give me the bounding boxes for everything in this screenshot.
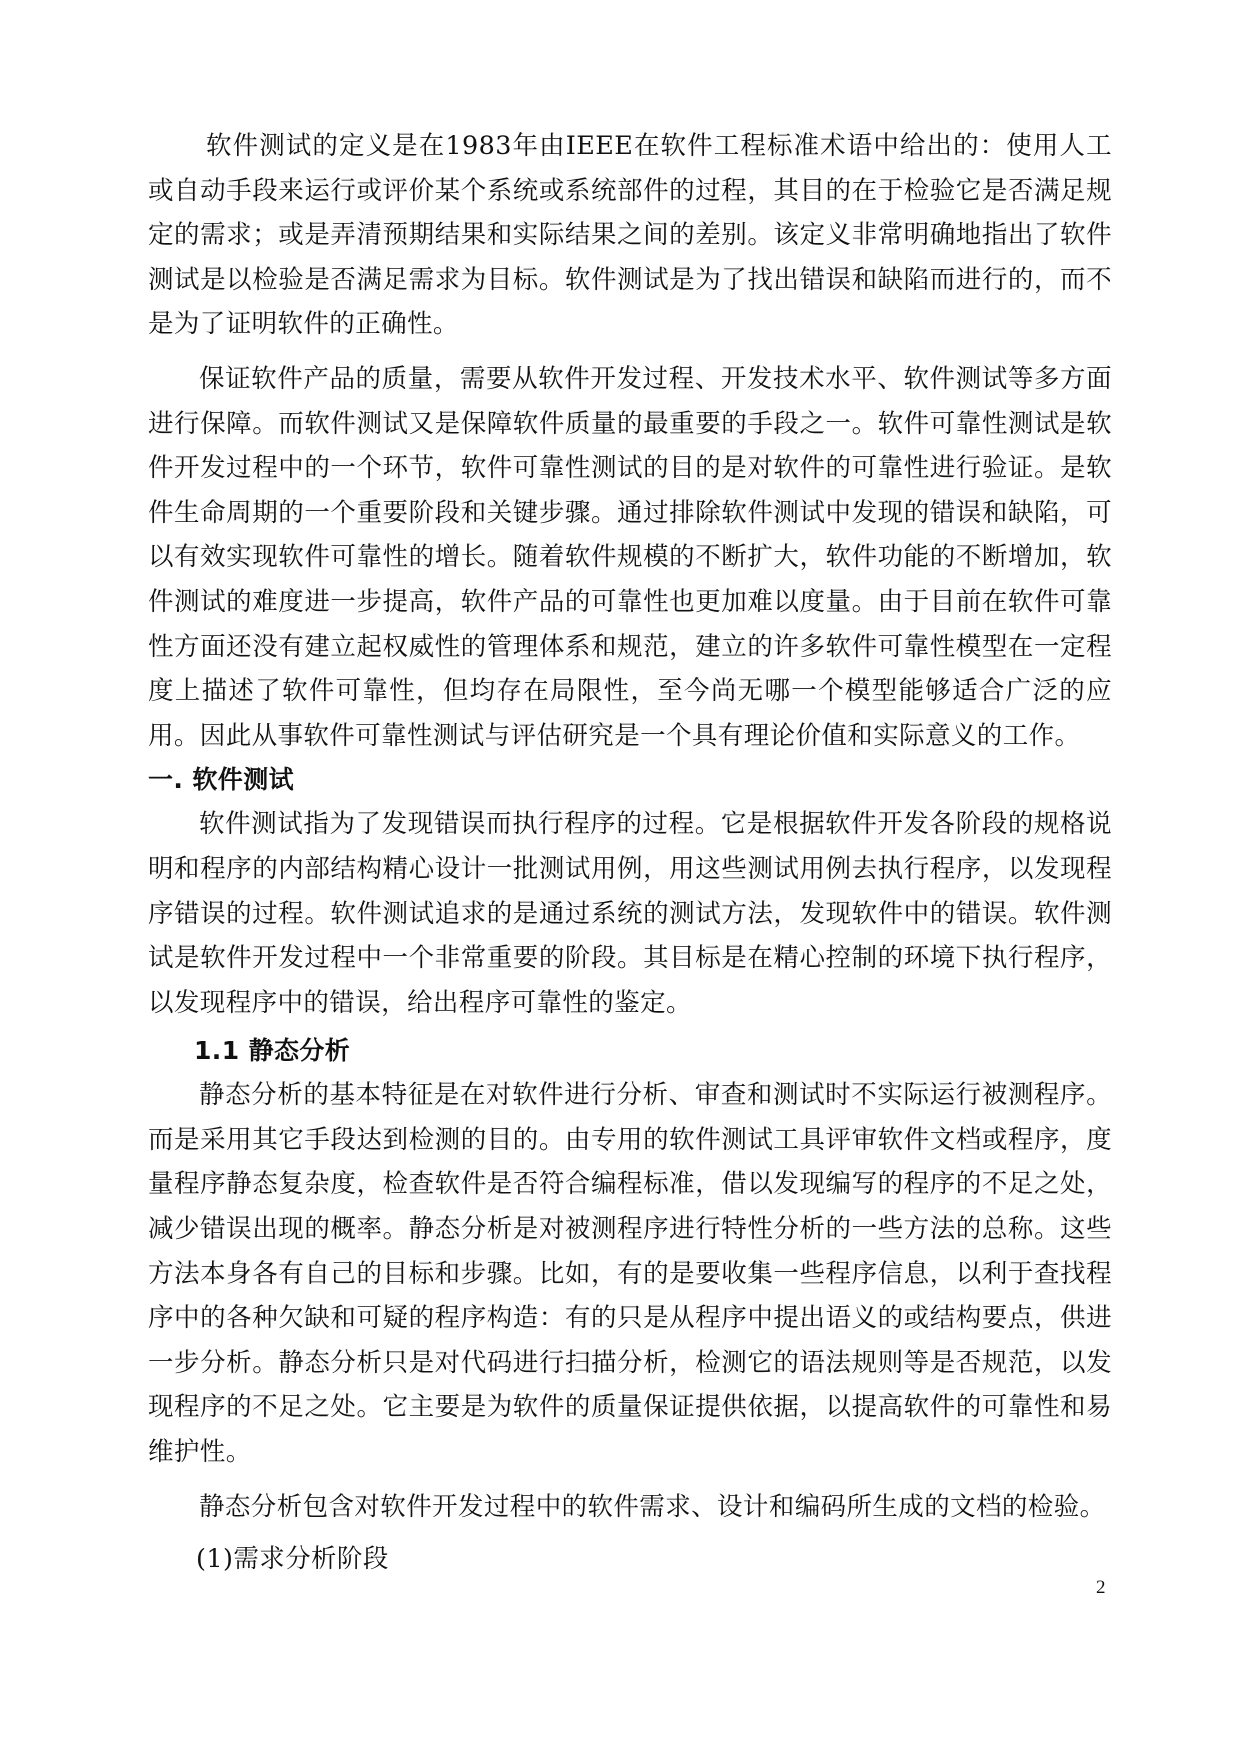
section-heading-software-testing: 一. 软件测试 xyxy=(148,765,295,795)
paragraph-software-testing-definition: 软件测试的定义是在1983年由IEEE在软件工程标准术语中给出的：使用人工或自动手段来运行或评价某个系统或系统部件的过程，其目的在于检验它是否满足规定的需求；或是弄清预期结果和实际结果之间的差别。该定义非常明确地指出了软件测试是以检验是否满足需求为目标。软件测试是为了找出错误和缺陷而进行的，而不是为了证明软件的正确性。 xyxy=(148,131,1112,340)
paragraph-static-analysis-features: 静态分析的基本特征是在对软件进行分析、审查和测试时不实际运行被测程序。而是采用其它手段达到检测的目的。由专用的软件测试工具评审软件文档或程序，度量程序静态复杂度，检查软件是否符合编程标准，借以发现编写的程序的不足之处，减少错误出现的概率。静态分析是对被测程序进行特性分析的一些方法的总称。这些方法本身各有自己的目标和步骤。比如，有的是要收集一些程序信息，以利于查找程序中的各种欠缺和可疑的程序构造：有的只是从程序中提出语义的或结构要点，供进一步分析。静态分析只是对代码进行扫描分析，检测它的语法规则等是否规范，以发现程序的不足之处。它主要是为软件的质量保证提供依据，以提高软件的可靠性和易维护性。 xyxy=(148,1080,1112,1468)
list-item-requirements-phase: (1)需求分析阶段 xyxy=(196,1544,389,1575)
document-body xyxy=(148,124,1112,1581)
paragraph-quality-assurance: 保证软件产品的质量，需要从软件开发过程、开发技术水平、软件测试等多方面进行保障。而软件测试又是保障软件质量的最重要的手段之一。软件可靠性测试是软件开发过程中的一个环节，软件可靠性测试的目的是对软件的可靠性进行验证。是软件生命周期的一个重要阶段和关键步骤。通过排除软件测试中发现的错误和缺陷，可以有效实现软件可靠性的增长。随着软件规模的不断扩大，软件功能的不断增加，软件测试的难度进一步提高，软件产品的可靠性也更加难以度量。由于目前在软件可靠性方面还没有建立起权威性的管理体系和规范，建立的许多软件可靠性模型在一定程度上描述了软件可靠性，但均存在局限性，至今尚无哪一个模型能够适合广泛的应用。因此从事软件可靠性测试与评估研究是一个具有理论价值和实际意义的工作。 xyxy=(148,363,1112,751)
subsection-heading-static-analysis: 1.1 静态分析 xyxy=(194,1036,351,1066)
page-number: 2 xyxy=(1096,1577,1106,1598)
paragraph-static-analysis-scope: 静态分析包含对软件开发过程中的软件需求、设计和编码所生成的文档的检验。 xyxy=(199,1491,1106,1522)
paragraph-testing-purpose: 软件测试指为了发现错误而执行程序的过程。它是根据软件开发各阶段的规格说明和程序的内部结构精心设计一批测试用例，用这些测试用例去执行程序，以发现程序错误的过程。软件测试追求的是通过系统的测试方法，发现软件中的错误。软件测试是软件开发过程中一个非常重要的阶段。其目标是在精心控制的环境下执行程序，以发现程序中的错误，给出程序可靠性的鉴定。 xyxy=(148,809,1112,1018)
